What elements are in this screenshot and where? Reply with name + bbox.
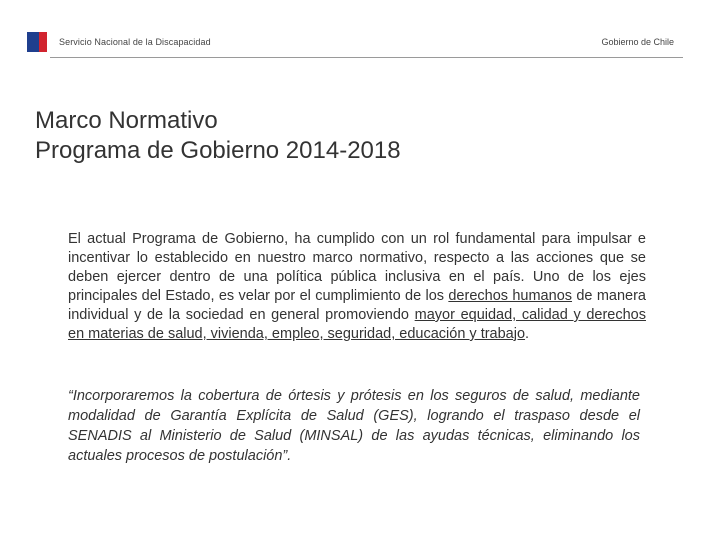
title-line-1: Marco Normativo bbox=[35, 107, 218, 134]
underlined-equity-areas: mayor equidad, calidad y derechos en materias de salud, vivienda, empleo, seguridad, educación y trabajo bbox=[68, 307, 646, 342]
title-line-2: Programa de Gobierno 2014-2018 bbox=[35, 137, 401, 164]
chile-flag-logo bbox=[27, 32, 47, 52]
flag-red-band bbox=[39, 32, 47, 52]
quote-paragraph: “Incorporaremos la cobertura de órtesis y prótesis en los seguros de salud, mediante modalidad de Garantía Explícita de Salud (GES), logrando el traspaso desde el SENADIS al Ministerio de Salud (MINSAL) de las ayudas técnicas, eliminando los actuales procesos de postulación”. bbox=[68, 388, 640, 464]
paragraph-middle: de manera individual y de la sociedad en general promoviendo bbox=[68, 288, 646, 323]
header bbox=[0, 0, 720, 60]
underlined-human-rights: derechos humanos bbox=[448, 288, 573, 304]
header-divider bbox=[50, 57, 683, 58]
paragraph-intro: El actual Programa de Gobierno, ha cumplido con un rol fundamental para impulsar e incentivar lo establecido en nuestro marco normativo, respecto a las acciones que se deben ejercer dentro de una política pública inclusiva en el país. Uno de los ejes principales del Estado, es velar por el cumplimiento de los bbox=[68, 231, 646, 304]
body-paragraph bbox=[68, 230, 646, 344]
header-organization-label: Servicio Nacional de la Discapacidad bbox=[59, 37, 211, 47]
flag-blue-band bbox=[27, 32, 39, 52]
page-title bbox=[35, 106, 695, 166]
paragraph-end: . bbox=[525, 326, 530, 342]
header-government-label: Gobierno de Chile bbox=[601, 37, 674, 47]
